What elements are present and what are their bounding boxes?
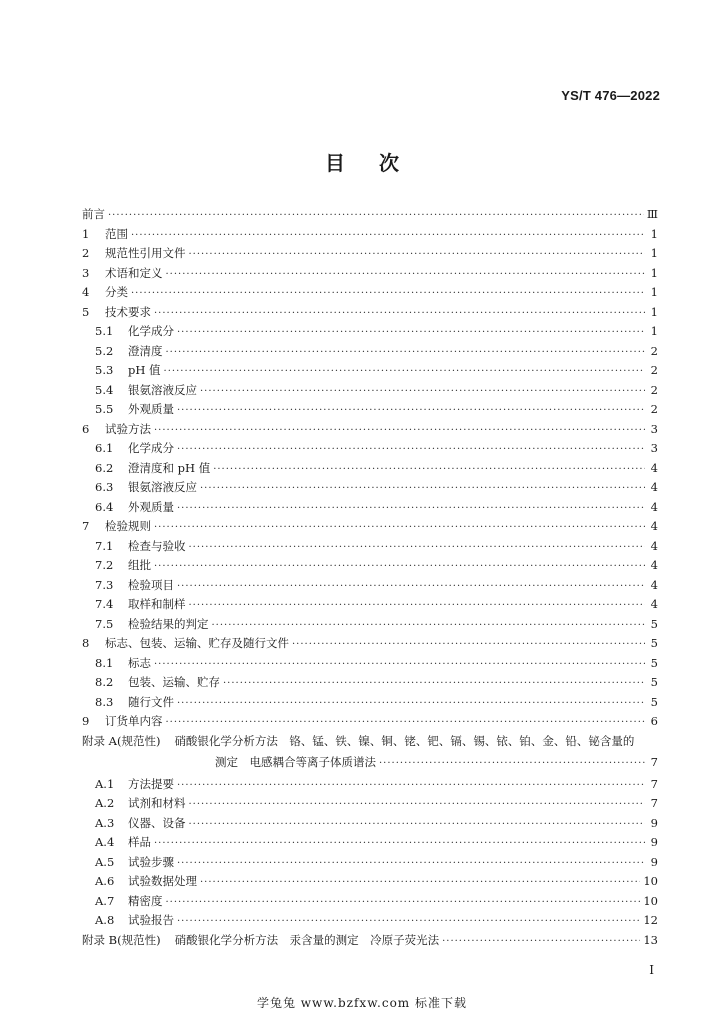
toc-entry-label: 仪器、设备 — [128, 815, 186, 830]
appendix-a-page: 7 — [650, 754, 658, 769]
toc-entry-page: 5 — [650, 616, 658, 631]
leader-dots — [177, 698, 645, 709]
toc-entry-number: A.8 — [95, 913, 115, 927]
toc-entry-label: 化学成分 — [128, 441, 174, 455]
footer-watermark: 学兔兔 www.bzfxw.com 标准下载 — [256, 996, 468, 1010]
leader-dots — [166, 269, 646, 280]
toc-entry[interactable] — [82, 655, 658, 675]
toc-entry-label: 外观质量 — [128, 402, 174, 416]
toc-entry[interactable] — [82, 893, 658, 913]
leader-dots — [212, 620, 646, 631]
page-number: I — [649, 963, 654, 977]
toc-entry[interactable] — [82, 538, 658, 558]
leader-dots — [177, 581, 645, 592]
toc-entry-label: 前言 — [82, 207, 105, 221]
toc-entry-label: 随行文件 — [128, 694, 174, 709]
leader-dots — [189, 249, 646, 260]
leader-dots — [200, 386, 645, 397]
toc-entry-number: 7.4 — [95, 597, 114, 611]
leader-dots — [166, 717, 646, 728]
leader-dots — [379, 758, 645, 769]
toc-entry[interactable] — [82, 343, 658, 363]
toc-entry-page: 5 — [650, 636, 658, 650]
toc-entry[interactable] — [82, 479, 658, 499]
standard-code: YS/T 476—2022 — [561, 88, 660, 103]
leader-dots — [166, 347, 646, 358]
toc-entry-number: 6.3 — [95, 480, 114, 494]
leader-dots — [177, 405, 645, 416]
toc-entry-number: 9 — [82, 714, 90, 728]
toc-entry[interactable] — [82, 206, 658, 226]
leader-dots — [154, 308, 645, 319]
toc-entry[interactable] — [82, 596, 658, 616]
leader-dots — [189, 600, 646, 611]
toc-entry-label: 澄清度和 pH 值 — [128, 460, 211, 475]
leader-dots — [213, 464, 645, 475]
toc-entry[interactable] — [82, 518, 658, 538]
leader-dots — [177, 444, 645, 455]
leader-dots — [177, 327, 645, 338]
toc-appendix-a[interactable] — [82, 733, 658, 776]
toc-entry[interactable] — [82, 421, 658, 441]
page-title: 目次 — [325, 151, 433, 175]
toc-entry-label: 术语和定义 — [105, 265, 163, 280]
appendix-a-title-line1: 硝酸银化学分析方法 铬、锰、铁、镍、铜、铑、钯、镉、锡、铱、铂、金、铅、铋含量的 — [174, 733, 635, 748]
leader-dots — [177, 916, 640, 927]
toc-entry-label: 试验数据处理 — [128, 874, 197, 888]
toc-entry-label: 试剂和材料 — [128, 796, 186, 810]
toc-entry[interactable] — [82, 795, 658, 815]
leader-dots — [223, 678, 645, 689]
toc-entry-number: 7.3 — [95, 577, 114, 592]
toc-entry-page: 2 — [650, 382, 658, 397]
toc-entry-number: 7 — [82, 519, 90, 533]
toc-entry[interactable] — [82, 362, 658, 382]
table-of-contents — [82, 206, 658, 951]
toc-entry-page: 2 — [650, 402, 658, 416]
toc-entry-page: 4 — [650, 538, 658, 553]
toc-entry-number: A.1 — [95, 776, 115, 791]
leader-dots — [154, 659, 645, 670]
toc-entry-label: 外观质量 — [128, 499, 174, 514]
toc-entry[interactable] — [82, 245, 658, 265]
toc-entry-number: 3 — [82, 265, 90, 280]
toc-entry-number: 5.3 — [95, 363, 114, 377]
toc-entry-label: 规范性引用文件 — [105, 246, 186, 260]
toc-entry[interactable] — [82, 815, 658, 835]
toc-entry-label: 标志、包装、运输、贮存及随行文件 — [105, 636, 289, 650]
leader-dots — [200, 877, 640, 888]
toc-entry-label: pH 值 — [128, 363, 161, 377]
toc-entry-label: 试验步骤 — [128, 854, 174, 869]
toc-entry[interactable] — [82, 713, 658, 733]
toc-entry[interactable] — [82, 616, 658, 636]
toc-entry-page: 4 — [650, 519, 658, 533]
toc-entry-label: 检验结果的判定 — [128, 616, 209, 631]
appendix-a-type: 附录 A(规范性) — [82, 733, 161, 748]
toc-entry[interactable] — [82, 912, 658, 932]
toc-entry-page: 4 — [650, 460, 658, 475]
leader-dots — [164, 366, 645, 377]
toc-entry-number: 7.2 — [95, 558, 114, 572]
toc-entry[interactable] — [82, 226, 658, 246]
toc-entry-page: 7 — [650, 776, 658, 791]
toc-entry-page: 1 — [650, 265, 658, 280]
toc-entry-page: 10 — [643, 893, 658, 908]
appendix-b-page: 13 — [643, 932, 658, 947]
leader-dots — [154, 561, 645, 572]
toc-entry[interactable] — [82, 694, 658, 714]
toc-entry[interactable] — [82, 674, 658, 694]
toc-entry-label: 分类 — [105, 285, 128, 299]
toc-entry-number: 7.5 — [95, 616, 114, 631]
toc-entry-page: 5 — [650, 655, 658, 670]
toc-entry-number: 6.1 — [95, 441, 114, 455]
leader-dots — [108, 210, 644, 221]
toc-entry-label: 包装、运输、贮存 — [128, 675, 220, 689]
toc-entry-label: 检查与验收 — [128, 538, 186, 553]
toc-entry-page: 4 — [650, 577, 658, 592]
toc-entry-number: 8.3 — [95, 694, 114, 709]
toc-entry-number: A.4 — [95, 835, 115, 849]
toc-entry-page: Ⅲ — [646, 207, 658, 221]
leader-dots — [442, 936, 640, 947]
leader-dots — [189, 799, 646, 810]
toc-entry-number: 5 — [82, 304, 90, 319]
toc-entry[interactable] — [82, 460, 658, 480]
toc-entry-number: 8 — [82, 636, 90, 650]
toc-entry-label: 银氨溶液反应 — [128, 480, 197, 494]
toc-entry[interactable] — [82, 284, 658, 304]
toc-entry[interactable] — [82, 577, 658, 597]
toc-entry-page: 4 — [650, 480, 658, 494]
toc-entry-label: 试验方法 — [105, 421, 151, 436]
toc-entry-number: 7.1 — [95, 538, 114, 553]
toc-entry-page: 9 — [650, 815, 658, 830]
toc-entry-page: 1 — [650, 304, 658, 319]
toc-entry-number: A.5 — [95, 854, 115, 869]
toc-entry-label: 标志 — [128, 655, 151, 670]
leader-dots — [177, 503, 645, 514]
toc-entry[interactable] — [82, 635, 658, 655]
toc-entry[interactable] — [82, 401, 658, 421]
toc-entry-page: 5 — [650, 675, 658, 689]
toc-entry[interactable] — [82, 776, 658, 796]
toc-entry[interactable] — [82, 499, 658, 519]
toc-entry-page: 5 — [650, 694, 658, 709]
toc-entry[interactable] — [82, 873, 658, 893]
toc-entry[interactable] — [82, 304, 658, 324]
toc-entry-number: 4 — [82, 285, 90, 299]
appendix-b-type: 附录 B(规范性) — [82, 932, 161, 947]
leader-dots — [131, 230, 645, 241]
toc-entry[interactable] — [82, 854, 658, 874]
toc-entry-label: 取样和制样 — [128, 597, 186, 611]
toc-entry[interactable] — [82, 440, 658, 460]
toc-entry-page: 1 — [650, 285, 658, 299]
toc-entry[interactable] — [82, 834, 658, 854]
toc-entry-number: 6.4 — [95, 499, 114, 514]
toc-entry-page: 9 — [650, 854, 658, 869]
toc-entry-label: 范围 — [105, 226, 128, 241]
toc-entry-page: 9 — [650, 835, 658, 849]
toc-entry-page: 3 — [650, 441, 658, 455]
toc-entry-page: 12 — [643, 913, 658, 927]
toc-entry-page: 1 — [650, 246, 658, 260]
leader-dots — [177, 780, 645, 791]
toc-entry-label: 试验报告 — [128, 913, 174, 927]
toc-entry-page: 4 — [650, 597, 658, 611]
toc-entry[interactable] — [82, 557, 658, 577]
toc-entry-number: 5.1 — [95, 324, 114, 338]
toc-entry-page: 7 — [650, 796, 658, 810]
toc-entry-label: 检验规则 — [105, 519, 151, 533]
leader-dots — [154, 425, 645, 436]
toc-entry-label: 澄清度 — [128, 343, 163, 358]
toc-entry-page: 3 — [650, 421, 658, 436]
appendix-b-title: 硝酸银化学分析方法 汞含量的测定 冷原子荧光法 — [174, 932, 440, 947]
toc-entry-number: 5.4 — [95, 382, 114, 397]
toc-entry-label: 组批 — [128, 558, 151, 572]
leader-dots — [189, 542, 646, 553]
toc-entry-label: 订货单内容 — [105, 714, 163, 728]
toc-entry[interactable] — [82, 382, 658, 402]
leader-dots — [292, 639, 645, 650]
toc-entry-page: 1 — [650, 226, 658, 241]
toc-entry-page: 1 — [650, 324, 658, 338]
toc-entry-label: 银氨溶液反应 — [128, 382, 197, 397]
toc-entry-label: 化学成分 — [128, 324, 174, 338]
toc-entry-number: 6 — [82, 421, 90, 436]
leader-dots — [200, 483, 645, 494]
toc-entry-page: 6 — [650, 714, 658, 728]
toc-entry-label: 方法提要 — [128, 776, 174, 791]
toc-entry-number: A.6 — [95, 874, 115, 888]
leader-dots — [189, 819, 646, 830]
toc-entry-number: A.2 — [95, 796, 115, 810]
toc-entry-number: 1 — [82, 226, 90, 241]
toc-entry-label: 技术要求 — [105, 304, 151, 319]
appendix-a-title-line2: 测定 电感耦合等离子体质谱法 — [215, 754, 376, 769]
leader-dots — [154, 838, 645, 849]
toc-entry-number: A.7 — [95, 893, 115, 908]
toc-entry-page: 2 — [650, 343, 658, 358]
toc-entry-page: 2 — [650, 363, 658, 377]
toc-entry-number: 6.2 — [95, 460, 114, 475]
toc-appendix-b[interactable] — [82, 932, 658, 952]
toc-entry-number: A.3 — [95, 815, 115, 830]
leader-dots — [177, 858, 645, 869]
toc-entry-number: 8.1 — [95, 655, 114, 670]
toc-entry-page: 4 — [650, 558, 658, 572]
toc-entry-page: 10 — [643, 874, 658, 888]
toc-entry-number: 5.5 — [95, 402, 114, 416]
toc-entry[interactable] — [82, 323, 658, 343]
leader-dots — [166, 897, 641, 908]
leader-dots — [154, 522, 645, 533]
toc-entry-number: 8.2 — [95, 675, 114, 689]
toc-entry-label: 精密度 — [128, 893, 163, 908]
toc-entry-label: 样品 — [128, 835, 151, 849]
leader-dots — [131, 288, 645, 299]
toc-entry-number: 5.2 — [95, 343, 114, 358]
toc-entry[interactable] — [82, 265, 658, 285]
toc-entry-label: 检验项目 — [128, 577, 174, 592]
toc-entry-number: 2 — [82, 246, 90, 260]
toc-entry-page: 4 — [650, 499, 658, 514]
